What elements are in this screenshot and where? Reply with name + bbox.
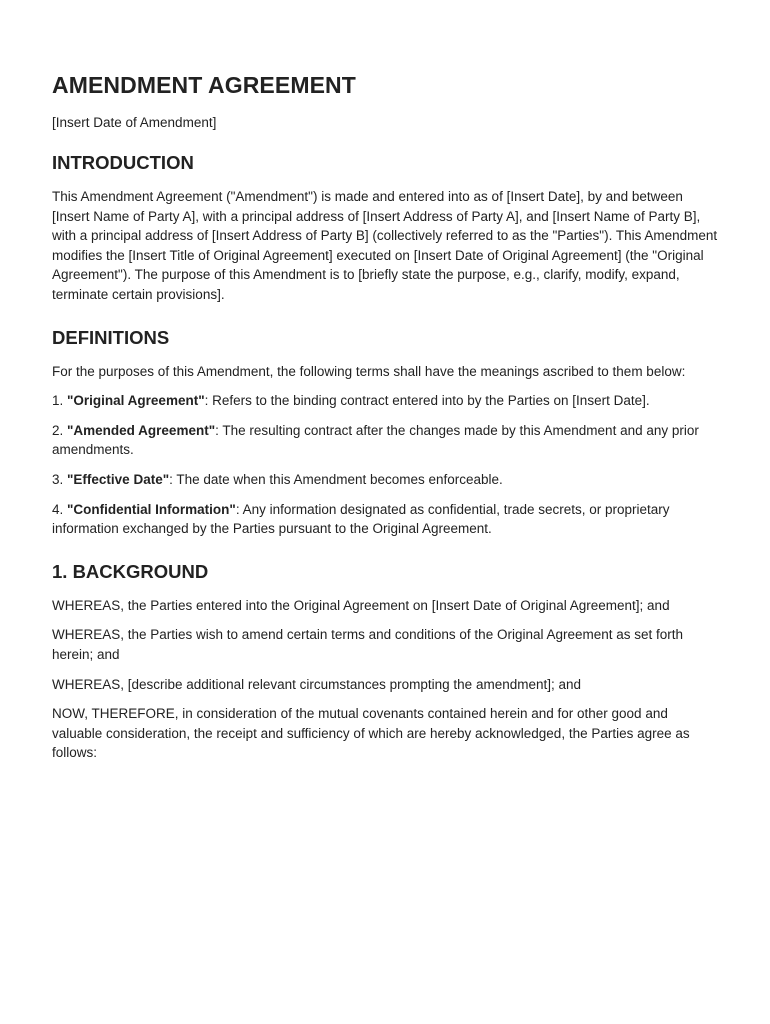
background-heading: 1. BACKGROUND <box>52 560 209 582</box>
definitions-intro: For the purposes of this Amendment, the following terms shall have the meanings ascribed to them below: <box>52 363 686 379</box>
therefore-clause: NOW, THEREFORE, in consideration of the mutual covenants contained herein and for other good and valuable consideration, the receipt and sufficiency of which are hereby acknowledged, the Parties agree as follows: <box>52 706 690 761</box>
definition-number: 3. <box>52 471 68 487</box>
definitions-section <box>52 327 718 539</box>
whereas-clause: WHEREAS, the Parties entered into the Original Agreement on [Insert Date of Original Agreement]; and <box>52 597 670 613</box>
definition-item <box>52 470 718 490</box>
introduction-section <box>52 152 718 305</box>
definition-term: "Original Agreement" <box>67 393 205 409</box>
document-title: AMENDMENT AGREEMENT <box>52 72 356 98</box>
definitions-heading: DEFINITIONS <box>52 326 170 348</box>
amendment-date: [Insert Date of Amendment] <box>52 115 217 130</box>
definition-item <box>52 500 718 539</box>
definition-text: : Any information designated as confidential, trade secrets, or proprietary information exchanged by the Parties pursuant to the Original Agreement. <box>52 501 670 537</box>
definition-term: "Effective Date" <box>67 471 170 487</box>
definition-number: 2. <box>52 422 68 438</box>
definition-number: 4. <box>52 501 68 517</box>
definition-item <box>52 421 718 460</box>
definition-number: 1. <box>52 393 68 409</box>
whereas-clause: WHEREAS, [describe additional relevant circumstances prompting the amendment]; and <box>52 676 582 692</box>
definition-text: : The date when this Amendment becomes enforceable. <box>169 471 503 487</box>
definition-text: : Refers to the binding contract entered into by the Parties on [Insert Date]. <box>204 393 650 409</box>
whereas-clause: WHEREAS, the Parties wish to amend certain terms and conditions of the Original Agreement as set forth herein; and <box>52 627 684 662</box>
introduction-paragraph: This Amendment Agreement ("Amendment") is made and entered into as of [Insert Date], by and between [Insert Name of Party A], with a principal address of [Insert Address of Party A], and [Insert Name of Party B], with a principal address of [Insert Address of Party B] (collectively referred to as the "Parties"). This Amendment modifies the [Insert Title of Original Agreement] executed on [Insert Date of Original Agreement] (the "Original Agreement"). The purpose of this Amendment is to [briefly state the purpose, e.g., clarify, modify, expand, terminate certain provisions]. <box>52 189 718 302</box>
definition-term: "Amended Agreement" <box>67 422 216 438</box>
definition-term: "Confidential Information" <box>67 501 236 517</box>
definition-text: : The resulting contract after the changes made by this Amendment and any prior amendments. <box>52 422 699 458</box>
introduction-heading: INTRODUCTION <box>52 152 194 173</box>
definition-item <box>52 391 718 411</box>
background-section <box>52 561 718 763</box>
